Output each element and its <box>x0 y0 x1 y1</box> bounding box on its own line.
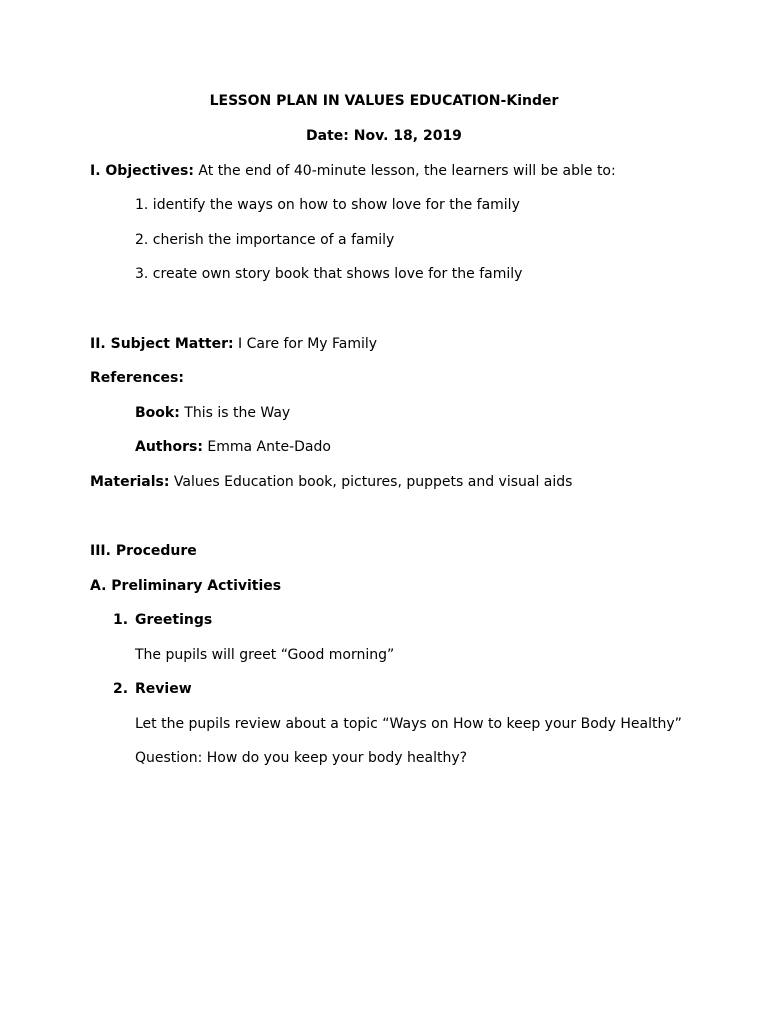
lesson-date: Date: Nov. 18, 2019 <box>306 128 462 144</box>
review-question: Question: How do you keep your body healthy? <box>135 750 468 766</box>
review-label: Review <box>135 681 192 697</box>
materials-line <box>90 473 572 491</box>
objective-item: 2. cherish the importance of a family <box>135 232 395 248</box>
objective-item: 3. create own story book that shows love for the family <box>135 266 523 282</box>
preliminary-activities-heading: A. Preliminary Activities <box>90 578 282 594</box>
authors-label: Authors: <box>135 439 203 455</box>
references-heading: References: <box>90 370 184 386</box>
review-text: Let the pupils review about a topic “Ways on How to keep your Body Healthy” <box>135 716 682 732</box>
materials-value: Values Education book, pictures, puppets and visual aids <box>169 474 573 490</box>
greetings-text: The pupils will greet “Good morning” <box>135 647 395 663</box>
greetings-heading <box>113 611 212 629</box>
objectives-heading: I. Objectives: <box>90 163 194 179</box>
book-label: Book: <box>135 405 180 421</box>
review-number: 2. <box>113 681 129 697</box>
greetings-label: Greetings <box>135 612 213 628</box>
authors-value: Emma Ante-Dado <box>202 439 331 455</box>
document-title: LESSON PLAN IN VALUES EDUCATION-Kinder <box>209 93 559 109</box>
objective-item: 1. identify the ways on how to show love for the family <box>135 197 520 213</box>
materials-label: Materials: <box>90 474 170 490</box>
authors-reference <box>135 438 331 456</box>
greetings-number: 1. <box>113 612 129 628</box>
objectives-intro: At the end of 40-minute lesson, the learners will be able to: <box>193 163 616 179</box>
review-heading <box>113 680 192 698</box>
subject-matter-heading: II. Subject Matter: <box>90 336 234 352</box>
book-reference <box>135 404 290 422</box>
objectives-line <box>90 162 616 180</box>
subject-matter-line <box>90 335 377 353</box>
book-value: This is the Way <box>179 405 291 421</box>
subject-matter-value: I Care for My Family <box>233 336 378 352</box>
procedure-heading: III. Procedure <box>90 543 197 559</box>
